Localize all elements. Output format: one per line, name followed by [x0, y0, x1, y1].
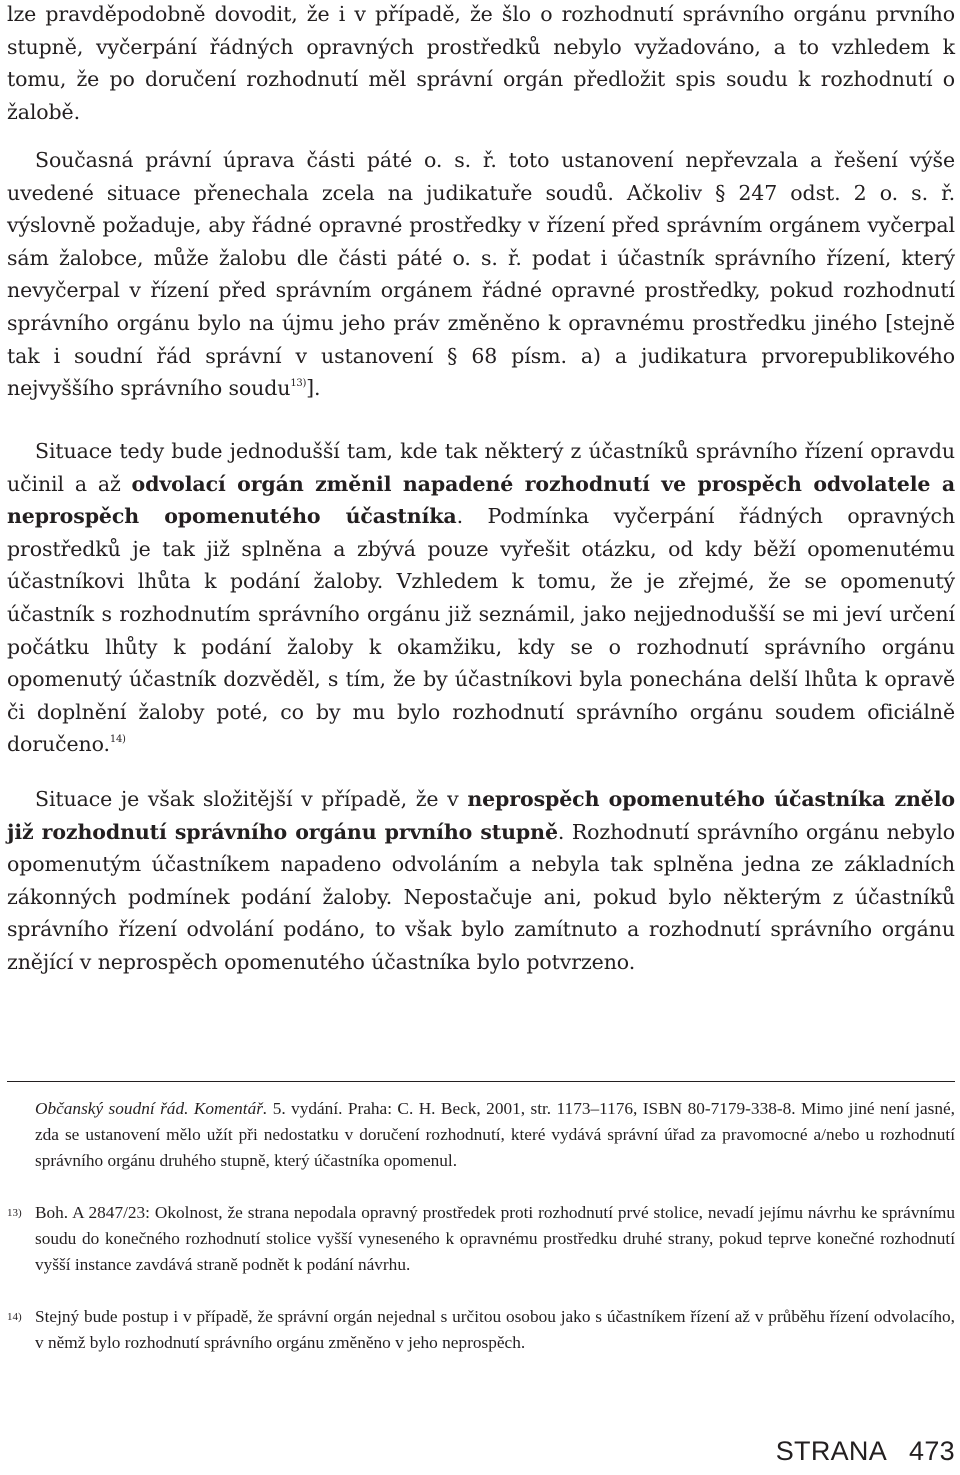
paragraph-text-end: ]. [306, 376, 321, 401]
footnote-text-block [35, 1200, 955, 1278]
footnote-mark: 14) [7, 1311, 22, 1323]
footnote-divider [7, 1081, 955, 1082]
footnote-text: Boh. A 2847/23: Okolnost, že strana nepodala opravný prostředek proti rozhodnutí prvé stolice, nevadí jejímu návrhu ke správnímu soudu do konečného rozhodnutí stolice vyšší vyneseného k opravnému prostředku druhé strany, pokud teprve konečné rozhodnutí vyšší instance zavdává straně podnět k podání návrhu. [35, 1203, 955, 1274]
body-paragraph-3 [7, 435, 955, 761]
body-paragraph-2 [7, 144, 955, 405]
body-paragraph-4 [7, 783, 955, 979]
emphasized-text: odvolací orgán změnil napadené rozhodnutí ve prospěch odvolatele a neprospěch opomenutého účastníka [7, 471, 955, 529]
page-footer [776, 1436, 955, 1466]
page-number: 473 [909, 1436, 955, 1466]
footnote-14 [7, 1304, 955, 1356]
paragraph-text-continued: . Rozhodnutí správního orgánu nebylo opomenutým účastníkem napadeno odvoláním a nebyla tak splněna jedna ze základních zákonných podmínek podání žaloby. Nepostačuje ani, pokud bylo některým z účastníků správního řízení odvolání podáno, to však bylo zamítnuto a rozhodnutí správního orgánu znějící v neprospěch opomenutého účastníka bylo potvrzeno. [7, 819, 955, 974]
paragraph-text-block [7, 435, 955, 761]
footnote-13 [7, 1200, 955, 1278]
paragraph-text: Situace je však složitější v případě, že v [35, 787, 468, 811]
emphasized-text: neprospěch opomenutého účastníka znělo již rozhodnutí správního orgánu prvního stupně [7, 787, 955, 844]
body-paragraph-1 [7, 0, 955, 128]
paragraph-text: Současná právní úprava části páté o. s. ř. toto ustanovení nepřevzala a řešení výše uvedené situace přenechala zcela na judikatuře soudů. Ačkoliv § 247 odst. 2 o. s. ř. výslovně požaduje, aby řádné opravné prostředky v řízení před správním orgánem vyčerpal sám žalobce, může žalobu dle části páté o. s. ř. podat i účastník správního řízení, který nevyčerpal v řízení před správním orgánem řádné opravné prostředky, pokud rozhodnutí správního orgánu bylo na újmu jeho práv změněno k opravnému prostředku jiného [stejně tak i soudní řád správní v ustanovení § 68 písm. a) a judikatura prvorepublikového nejvyššího správního soudu [7, 148, 955, 401]
footnote-12 [7, 1096, 955, 1174]
footnote-text-block [35, 1096, 955, 1174]
paragraph-text-block [7, 783, 955, 979]
paragraph-text: Situace tedy bude jednodušší tam, kde tak některý z účastníků správního řízení opravdu učinil a až [7, 439, 955, 496]
paragraph-text: lze pravděpodobně dovodit, že i v případě, že šlo o rozhodnutí správního orgánu prvního stupně, vyčerpání řádných opravných prostředků nebylo vyžadováno, a to vzhledem k tomu, že po doručení rozhodnutí měl správní orgán předložit spis soudu k rozhodnutí o žalobě. [7, 2, 955, 124]
paragraph-text-block [7, 144, 955, 405]
footnote-text-block [35, 1304, 955, 1356]
footnote-reference-13[interactable]: 13) [290, 378, 307, 390]
footnote-text: Stejný bude postup i v případě, že správní orgán nejednal s určitou osobou jako s účastníkem řízení až v průběhu řízení odvolacího, v němž bylo rozhodnutí správního orgánu změněno v jeho neprospěch. [35, 1307, 955, 1352]
footnote-citation-title: Občanský soudní řád. Komentář. [35, 1099, 268, 1118]
footer-label: STRANA [775, 1436, 888, 1466]
footnote-text: 5. vydání. Praha: C. H. Beck, 2001, str. 1173–1176, ISBN 80-7179-338-8. Mimo jiné není jasné, zda se ustanovení mělo užít při nedostatku v doručení rozhodnutí, které vydává správní úřad za pravomocné a/nebo u rozhodnutí správního orgánu druhého stupně, který účastníka opomenul. [35, 1099, 956, 1170]
footnote-mark: 13) [7, 1207, 22, 1219]
footnote-reference-14[interactable]: 14) [109, 734, 126, 746]
paragraph-text-continued: . Podmínka vyčerpání řádných opravných prostředků je tak již splněna a zbývá pouze vyřešit otázku, od kdy běží opomenutému účastníkovi lhůta k podání žaloby. Vzhledem k tomu, že je zřejmé, že se opomenutý účastník s rozhodnutím správního orgánu již seznámil, jako nejjednodušší se mi jeví určení počátku lhůty k podání žaloby k okamžiku, kdy se o rozhodnutí správního orgánu opomenutý účastník dozvěděl, s tím, že by účastníkovi byla ponechána delší lhůta k opravě či doplnění žaloby poté, co by mu bylo rozhodnutí správního orgánu soudem oficiálně doručeno. [7, 504, 955, 757]
